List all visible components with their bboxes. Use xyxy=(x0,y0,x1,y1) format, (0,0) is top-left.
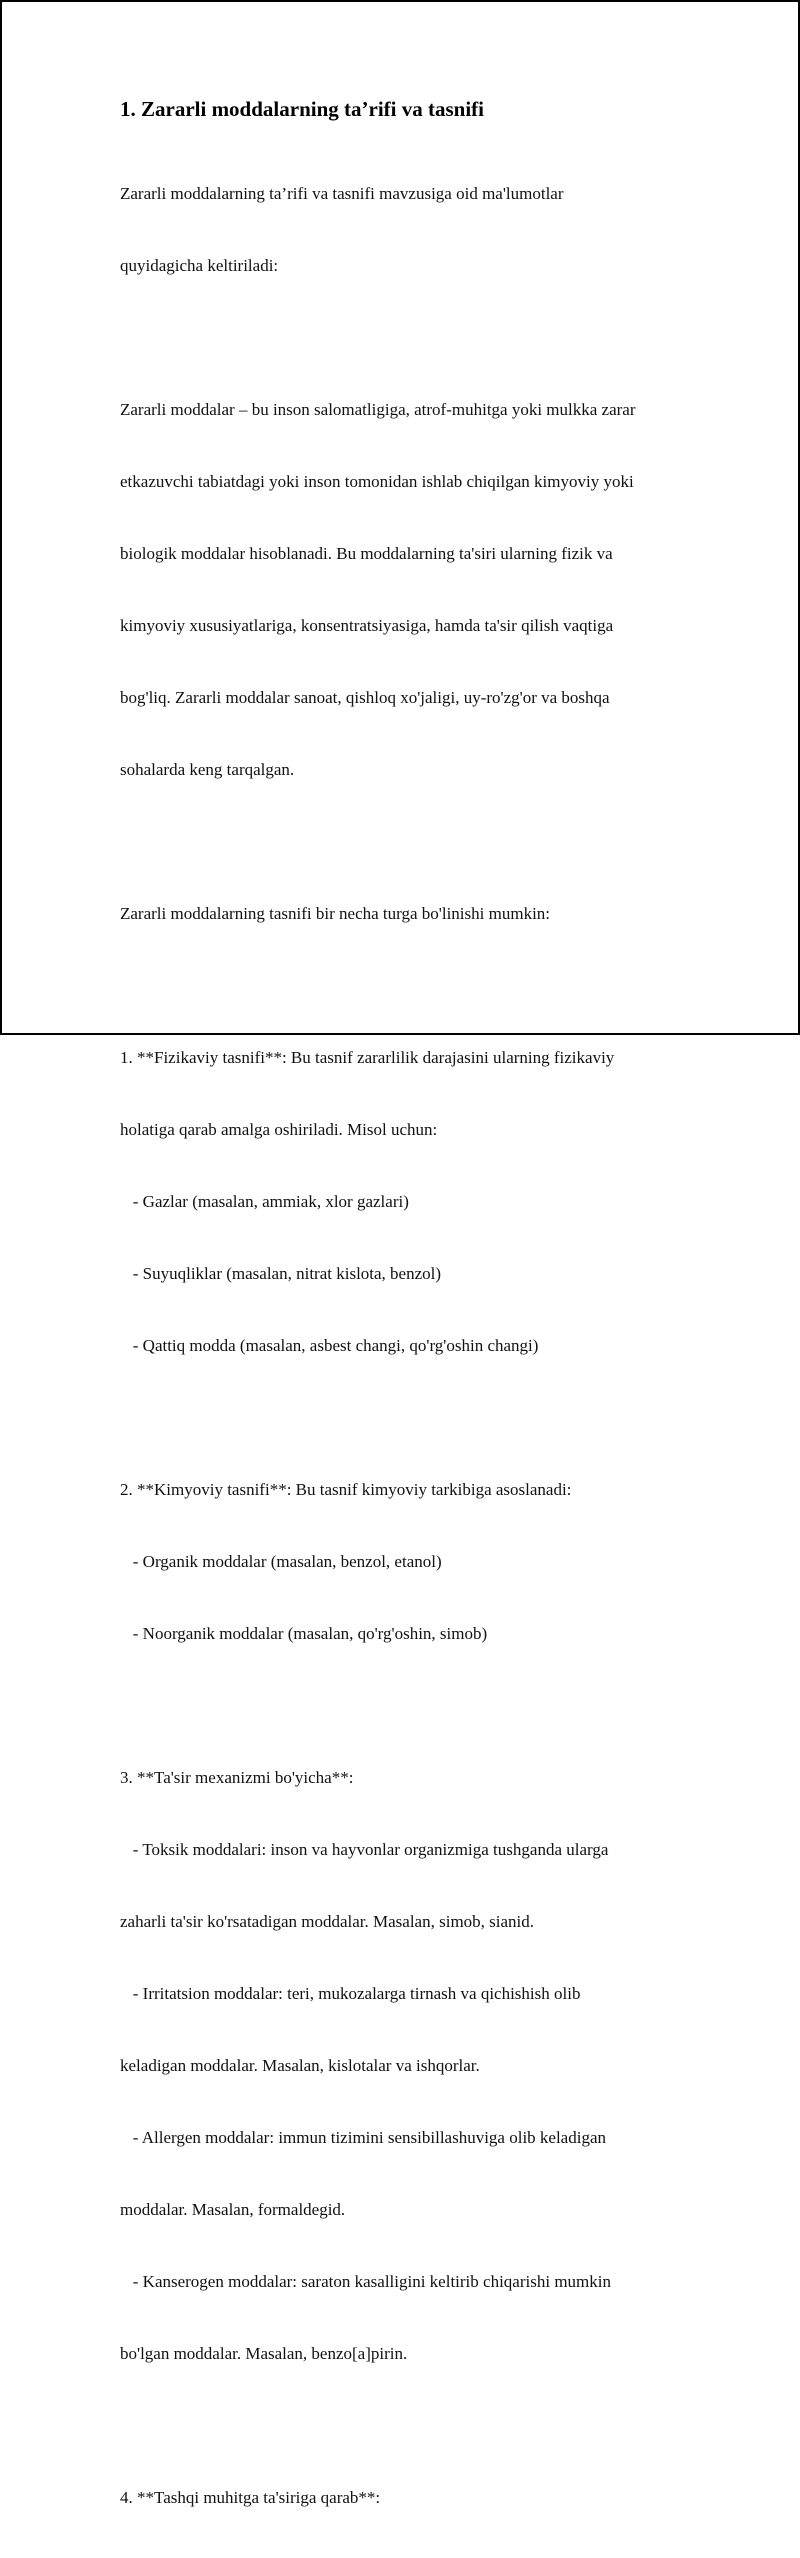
classification-intro xyxy=(120,854,690,974)
text-line: 1. **Fizikaviy tasnifi**: Bu tasnif zararlilik darajasini ularning fizikaviy xyxy=(120,1048,615,1067)
section-mechanism-classification xyxy=(120,1718,690,2414)
paragraph-gap xyxy=(120,974,690,998)
intro-paragraph xyxy=(120,134,690,326)
text-line: Zararli moddalar – bu inson salomatligiga, atrof-muhitga yoki mulkka zarar xyxy=(120,400,636,419)
page-title: 1. Zararli moddalarning ta’rifi va tasnifi xyxy=(120,97,484,121)
document-body xyxy=(120,95,690,2558)
text-line: 4. **Tashqi muhitga ta'siriga qarab**: xyxy=(120,2488,381,2507)
list-item: - Toksik moddalari: inson va hayvonlar organizmiga tushganda ularga xyxy=(120,1840,609,1859)
paragraph-gap xyxy=(120,2414,690,2438)
text-line: sohalarda keng tarqalgan. xyxy=(120,760,295,779)
list-item: - Gazlar (masalan, ammiak, xlor gazlari) xyxy=(120,1192,409,1211)
text-line: bog'liq. Zararli moddalar sanoat, qishloq xo'jaligi, uy-ro'zg'or va boshqa xyxy=(120,688,610,707)
list-item: - Allergen moddalar: immun tizimini sensibillashuviga olib keladigan xyxy=(120,2128,606,2147)
paragraph-gap xyxy=(120,326,690,350)
text-line: etkazuvchi tabiatdagi yoki inson tomonidan ishlab chiqilgan kimyoviy yoki xyxy=(120,472,634,491)
text-line: 2. **Kimyoviy tasnifi**: Bu tasnif kimyoviy tarkibiga asoslanadi: xyxy=(120,1480,572,1499)
text-line: zaharli ta'sir ko'rsatadigan moddalar. Masalan, simob, sianid. xyxy=(120,1912,535,1931)
text-line: 3. **Ta'sir mexanizmi bo'yicha**: xyxy=(120,1768,354,1787)
paragraph-gap xyxy=(120,1694,690,1718)
paragraph-gap xyxy=(120,830,690,854)
text-line: holatiga qarab amalga oshiriladi. Misol uchun: xyxy=(120,1120,438,1139)
definition-paragraph xyxy=(120,350,690,830)
list-item: - Kanserogen moddalar: saraton kasalligini keltirib chiqarishi mumkin xyxy=(120,2272,611,2291)
list-item: - Suyuqliklar (masalan, nitrat kislota, benzol) xyxy=(120,1264,442,1283)
list-item: - Qattiq modda (masalan, asbest changi, qo'rg'oshin changi) xyxy=(120,1336,539,1355)
paragraph-gap xyxy=(120,1406,690,1430)
text-line: quyidagicha keltiriladi: xyxy=(120,256,279,275)
text-line: keladigan moddalar. Masalan, kislotalar va ishqorlar. xyxy=(120,2056,480,2075)
list-item: - Irritatsion moddalar: teri, mukozalarga tirnash va qichishish olib xyxy=(120,1984,581,2003)
text-line: Zararli moddalarning ta’rifi va tasnifi mavzusiga oid ma'lumotlar xyxy=(120,184,564,203)
section-physical-classification xyxy=(120,998,690,1406)
text-line: biologik moddalar hisoblanadi. Bu moddalarning ta'siri ularning fizik va xyxy=(120,544,613,563)
text-line: moddalar. Masalan, formaldegid. xyxy=(120,2200,346,2219)
text-line: bo'lgan moddalar. Masalan, benzo[a]pirin. xyxy=(120,2344,408,2363)
text-line: kimyoviy xususiyatlariga, konsentratsiyasiga, hamda ta'sir qilish vaqtiga xyxy=(120,616,614,635)
list-item: - Organik moddalar (masalan, benzol, etanol) xyxy=(120,1552,442,1571)
section-environment-classification xyxy=(120,2438,690,2558)
section-chemical-classification xyxy=(120,1430,690,1694)
text-line: Zararli moddalarning tasnifi bir necha turga bo'linishi mumkin: xyxy=(120,904,551,923)
list-item: - Noorganik moddalar (masalan, qo'rg'oshin, simob) xyxy=(120,1624,488,1643)
